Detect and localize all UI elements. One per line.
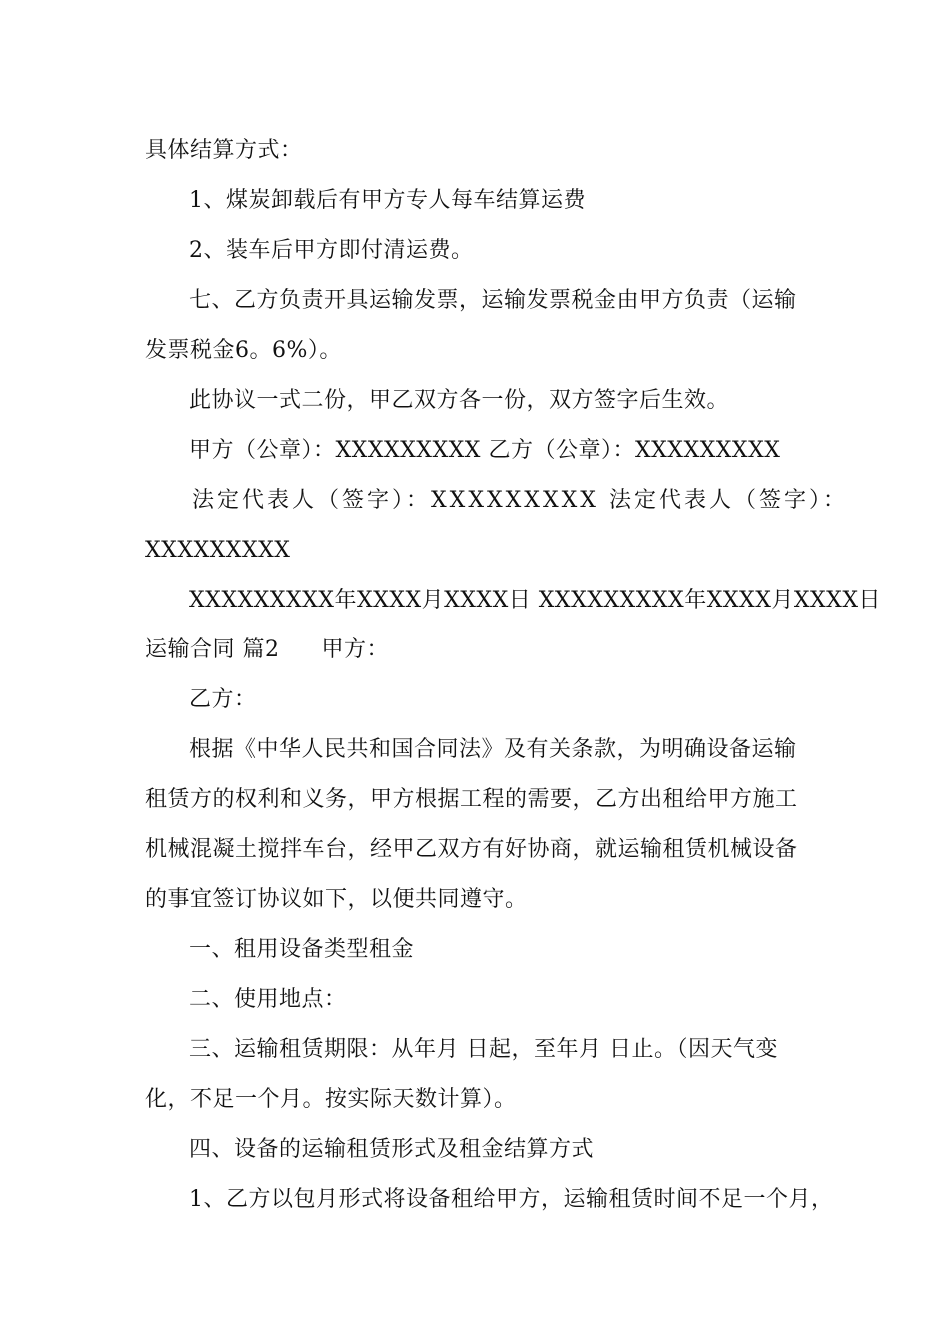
date-line: XXXXXXXXX年XXXX月XXXX日 XXXXXXXXX年XXXX月XXXX日 xyxy=(189,588,882,613)
party-b-label: 乙方： xyxy=(189,687,257,712)
paragraph-intro-line-4: 的事宜签订协议如下，以便共同遵守。 xyxy=(145,887,528,912)
paragraph-intro-line-2: 租赁方的权利和义务，甲方根据工程的需要，乙方出租给甲方施工 xyxy=(145,787,798,812)
list-item-settlement-2: 2、装车后甲方即付清运费。 xyxy=(189,238,474,263)
contract-2-heading-row xyxy=(145,635,389,665)
paragraph-intro-line-1: 根据《中华人民共和国合同法》及有关条款，为明确设备运输 xyxy=(189,737,797,762)
legal-representative-line: 法定代表人（签字）：XXXXXXXXX 法定代表人（签字）： xyxy=(192,488,848,513)
clause-2-location: 二、使用地点： xyxy=(189,987,347,1012)
clause-4-item-1: 1、乙方以包月形式将设备租给甲方，运输租赁时间不足一个月， xyxy=(189,1187,834,1212)
clause-4-heading: 四、设备的运输租赁形式及租金结算方式 xyxy=(189,1137,595,1162)
list-item-settlement-1: 1、煤炭卸载后有甲方专人每车结算运费 xyxy=(189,188,586,213)
clause-1-equipment-rent: 一、租用设备类型租金 xyxy=(189,937,415,962)
paragraph-clause-7-line-1: 七、乙方负责开具运输发票，运输发票税金由甲方负责（运输 xyxy=(189,288,797,313)
contract-2-title: 运输合同 篇2 xyxy=(145,637,280,662)
clause-3-term-line-2: 化，不足一个月。按实际天数计算）。 xyxy=(145,1087,517,1112)
signature-seal-line: 甲方（公章）：XXXXXXXXX 乙方（公章）：XXXXXXXXX xyxy=(189,438,781,463)
party-a-label: 甲方： xyxy=(321,637,390,662)
paragraph-clause-7-line-2: 发票税金6。6%）。 xyxy=(145,338,342,363)
legal-representative-continuation: XXXXXXXXX xyxy=(145,538,291,563)
clause-3-term-line-1: 三、运输租赁期限：从年月 日起，至年月 日止。（因天气变 xyxy=(189,1037,778,1062)
paragraph-settlement-method: 具体结算方式： xyxy=(145,138,303,163)
paragraph-effectiveness: 此协议一式二份，甲乙双方各一份，双方签字后生效。 xyxy=(189,388,730,413)
paragraph-intro-line-3: 机械混凝土搅拌车台，经甲乙双方有好协商，就运输租赁机械设备 xyxy=(145,837,798,862)
